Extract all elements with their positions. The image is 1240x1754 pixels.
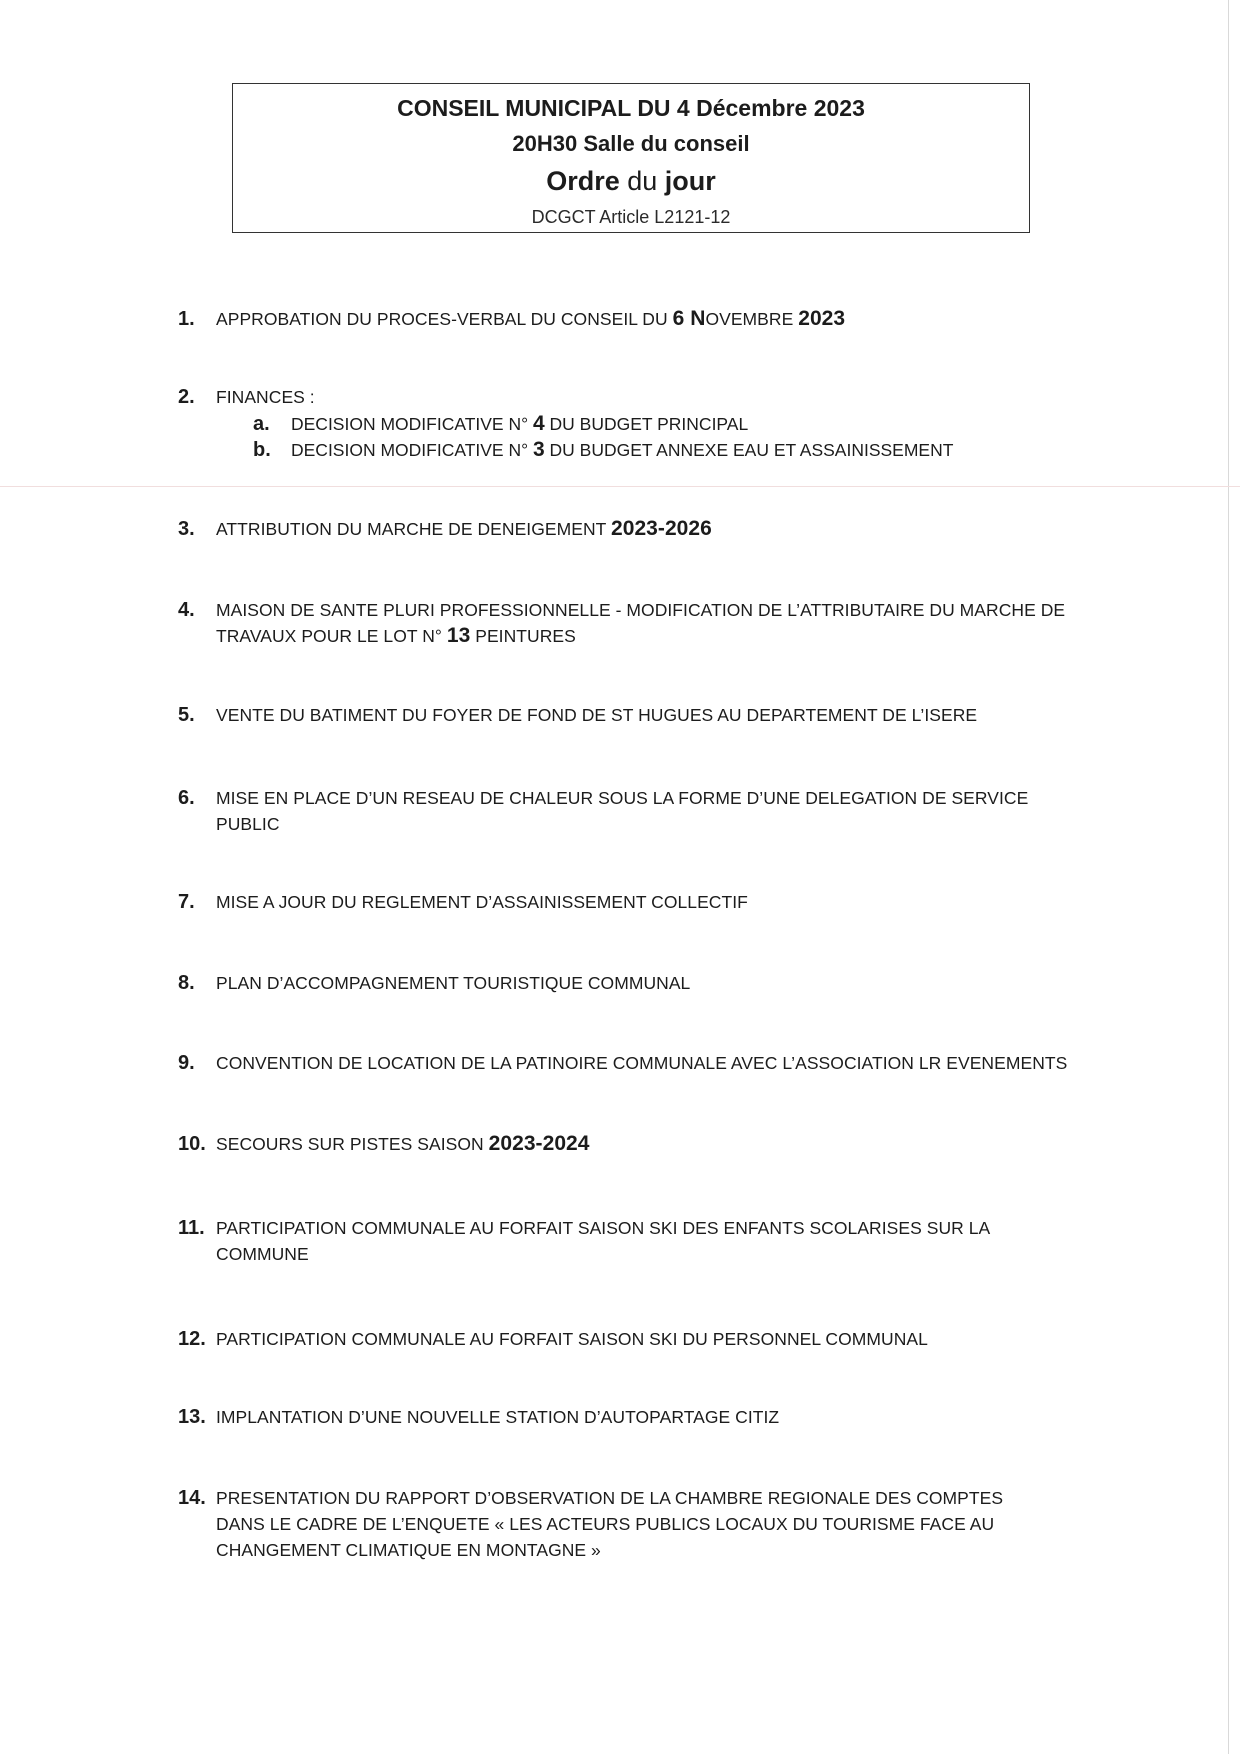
item-text-segment: PEINTURES xyxy=(470,626,576,646)
item-number: 12. xyxy=(178,1328,206,1350)
meeting-time-location: 20H30 Salle du conseil xyxy=(512,131,750,156)
sub-item-text-segment: DECISION MODIFICATIVE N° xyxy=(291,440,533,460)
legal-reference: DCGCT Article L2121-12 xyxy=(531,207,731,227)
sub-item-text-segment: DECISION MODIFICATIVE N° xyxy=(291,414,533,434)
item-text-segment: TRAVAUX POUR LE LOT N° xyxy=(216,626,447,646)
item-text-emphasis: 13 xyxy=(446,624,471,647)
item-text-line: PUBLIC xyxy=(216,814,280,834)
header-box xyxy=(232,83,1030,233)
item-text-line: DANS LE CADRE DE L’ENQUETE « LES ACTEURS PUBLICS LOCAUX DU TOURISME FACE AU xyxy=(216,1514,995,1534)
item-text-emphasis: 2023-2026 xyxy=(610,517,712,540)
item-number: 10. xyxy=(178,1133,206,1155)
agenda-heading xyxy=(233,164,1029,198)
sub-item-text-segment: DU BUDGET ANNEXE EAU ET ASSAINISSEMENT xyxy=(544,440,954,460)
item-text-segment: ATTRIBUTION DU MARCHE DE DENEIGEMENT xyxy=(216,519,611,539)
item-text-line: MISE EN PLACE D’UN RESEAU DE CHALEUR SOUS LA FORME D’UNE DELEGATION DE SERVICE xyxy=(216,788,1029,808)
item-text xyxy=(216,1215,1216,1267)
item-text xyxy=(216,306,1216,332)
item-text-emphasis: 2023 xyxy=(798,307,846,330)
item-text xyxy=(216,1485,1216,1563)
item-number: 3. xyxy=(178,518,195,540)
item-text-segment: FINANCES : xyxy=(216,387,315,407)
sub-item-text xyxy=(291,411,1191,437)
item-number: 11. xyxy=(178,1217,205,1239)
item-text-emphasis: 6 N xyxy=(672,307,706,330)
agenda-heading-part1: Ordre xyxy=(546,166,620,196)
sub-item-text-emphasis: 3 xyxy=(532,438,545,461)
scan-artifact-line xyxy=(0,486,1240,487)
item-text-line: COMMUNE xyxy=(216,1244,309,1264)
item-text-line: CHANGEMENT CLIMATIQUE EN MONTAGNE » xyxy=(216,1540,601,1560)
sub-item-letter: a. xyxy=(253,413,270,435)
item-number: 4. xyxy=(178,599,195,621)
item-text-emphasis: 2023-2024 xyxy=(488,1132,590,1155)
item-text: PARTICIPATION COMMUNALE AU FORFAIT SAISON SKI DU PERSONNEL COMMUNAL xyxy=(216,1329,928,1349)
sub-item-text-emphasis: 4 xyxy=(532,412,545,435)
item-text: IMPLANTATION D’UNE NOUVELLE STATION D’AUTOPARTAGE CITIZ xyxy=(216,1407,780,1427)
item-text-segment: SECOURS SUR PISTES SAISON xyxy=(216,1134,489,1154)
item-text-line xyxy=(216,623,1216,649)
item-text-segment: OVEMBRE xyxy=(705,309,799,329)
item-text-line: MAISON DE SANTE PLURI PROFESSIONNELLE - MODIFICATION DE L’ATTRIBUTAIRE DU MARCHE DE xyxy=(216,600,1066,620)
item-number: 5. xyxy=(178,704,195,726)
sub-item-letter: b. xyxy=(253,439,271,461)
sub-item-text xyxy=(291,437,1191,463)
item-number: 9. xyxy=(178,1052,195,1074)
agenda-heading-part3: jour xyxy=(664,166,716,196)
item-text: CONVENTION DE LOCATION DE LA PATINOIRE COMMUNALE AVEC L’ASSOCIATION LR EVENEMENTS xyxy=(216,1053,1068,1073)
item-text xyxy=(216,1131,1216,1157)
item-text xyxy=(216,384,1216,410)
item-number: 13. xyxy=(178,1406,206,1428)
sub-item-text-segment: DU BUDGET PRINCIPAL xyxy=(544,414,749,434)
item-text xyxy=(216,516,1216,542)
meeting-title: CONSEIL MUNICIPAL DU 4 Décembre 2023 xyxy=(397,95,865,121)
item-text: PLAN D’ACCOMPAGNEMENT TOURISTIQUE COMMUNAL xyxy=(216,973,691,993)
item-number: 8. xyxy=(178,972,195,994)
item-number: 14. xyxy=(178,1487,206,1509)
item-text: MISE A JOUR DU REGLEMENT D’ASSAINISSEMENT COLLECTIF xyxy=(216,892,748,912)
scan-page-edge xyxy=(1228,0,1229,1754)
agenda-heading-part2: du xyxy=(619,166,665,196)
item-number: 7. xyxy=(178,891,195,913)
item-text-line: PRESENTATION DU RAPPORT D’OBSERVATION DE LA CHAMBRE REGIONALE DES COMPTES xyxy=(216,1488,1004,1508)
item-number: 1. xyxy=(178,308,195,330)
item-text-line: PARTICIPATION COMMUNALE AU FORFAIT SAISON SKI DES ENFANTS SCOLARISES SUR LA xyxy=(216,1218,991,1238)
item-number: 2. xyxy=(178,386,195,408)
item-text: VENTE DU BATIMENT DU FOYER DE FOND DE ST HUGUES AU DEPARTEMENT DE L’ISERE xyxy=(216,705,978,725)
item-number: 6. xyxy=(178,787,195,809)
item-text xyxy=(216,597,1216,649)
item-text xyxy=(216,785,1216,837)
item-text-segment: APPROBATION DU PROCES-VERBAL DU CONSEIL DU xyxy=(216,309,673,329)
